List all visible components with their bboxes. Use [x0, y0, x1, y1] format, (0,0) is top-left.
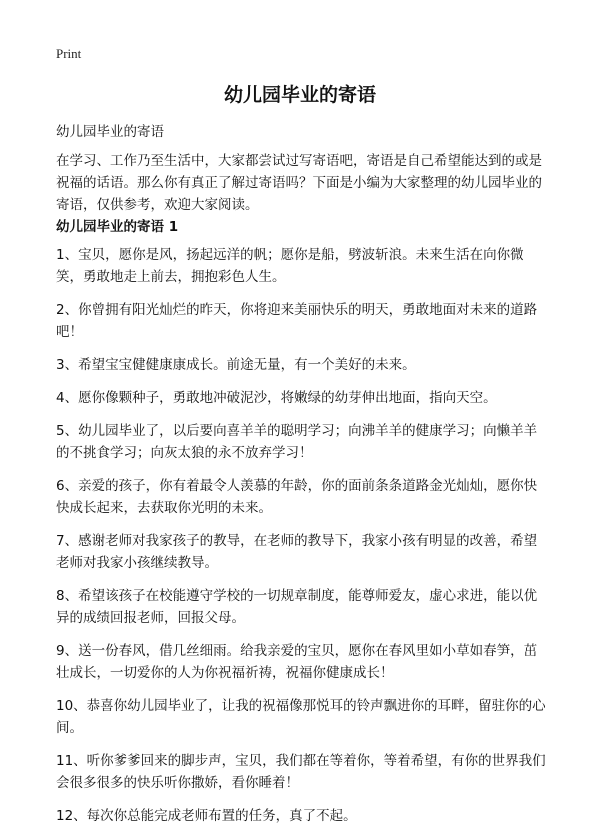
intro-paragraph: 在学习、工作乃至生活中，大家都尝试过写寄语吧，寄语是自己希望能达到的或是祝福的话语。那么你有真正了解过寄语吗？下面是小编为大家整理的幼儿园毕业的寄语，仅供参考，欢迎大家阅读。 [56, 153, 542, 213]
list-item: 7、感谢老师对我家孩子的教导，在老师的教导下，我家小孩有明显的改善，希望老师对我家小孩继续教导。 [56, 533, 538, 571]
print-link[interactable]: Print [56, 46, 82, 61]
list-item: 1、宝贝，愿你是风，扬起远洋的帆；愿你是船，劈波斩浪。未来生活在向你微笑，勇敢地走上前去，拥抱彩色人生。 [56, 247, 524, 285]
list-item: 2、你曾拥有阳光灿烂的昨天，你将迎来美丽快乐的明天，勇敢地面对未来的道路吧！ [56, 302, 538, 340]
list-item: 9、送一份春风，借几丝细雨。给我亲爱的宝贝，愿你在春风里如小草如春笋，茁壮成长，一切爱你的人为你祝福祈祷，祝福你健康成长！ [56, 643, 538, 681]
section-heading: 幼儿园毕业的寄语 1 [56, 219, 179, 235]
list-item: 8、希望该孩子在校能遵守学校的一切规章制度，能尊师爱友，虚心求进，能以优异的成绩回报老师，回报父母。 [56, 588, 538, 626]
wish-list [56, 244, 548, 838]
page-title: 幼儿园毕业的寄语 [223, 84, 376, 106]
list-item: 5、幼儿园毕业了，以后要向喜羊羊的聪明学习；向沸羊羊的健康学习；向懒羊羊的不挑食学习；向灰太狼的永不放弃学习！ [56, 423, 538, 461]
list-item: 10、恭喜你幼儿园毕业了，让我的祝福像那悦耳的铃声飘进你的耳畔，留驻你的心间。 [56, 698, 546, 736]
list-item: 6、亲爱的孩子，你有着最令人羡慕的年龄，你的面前条条道路金光灿灿，愿你快快成长起来，去获取你光明的未来。 [56, 478, 538, 516]
list-item: 12、每次你总能完成老师布置的任务，真了不起。 [56, 808, 357, 824]
list-item: 4、愿你像颗种子，勇敢地冲破泥沙，将嫩绿的幼芽伸出地面，指向天空。 [56, 390, 497, 406]
subtitle: 幼儿园毕业的寄语 [56, 124, 164, 140]
list-item: 11、听你爹爹回来的脚步声，宝贝，我们都在等着你，等着希望，有你的世界我们会很多很多的快乐听你撒娇，看你睡着！ [56, 753, 546, 791]
list-item: 3、希望宝宝健健康康成长。前途无量，有一个美好的未来。 [56, 357, 416, 373]
